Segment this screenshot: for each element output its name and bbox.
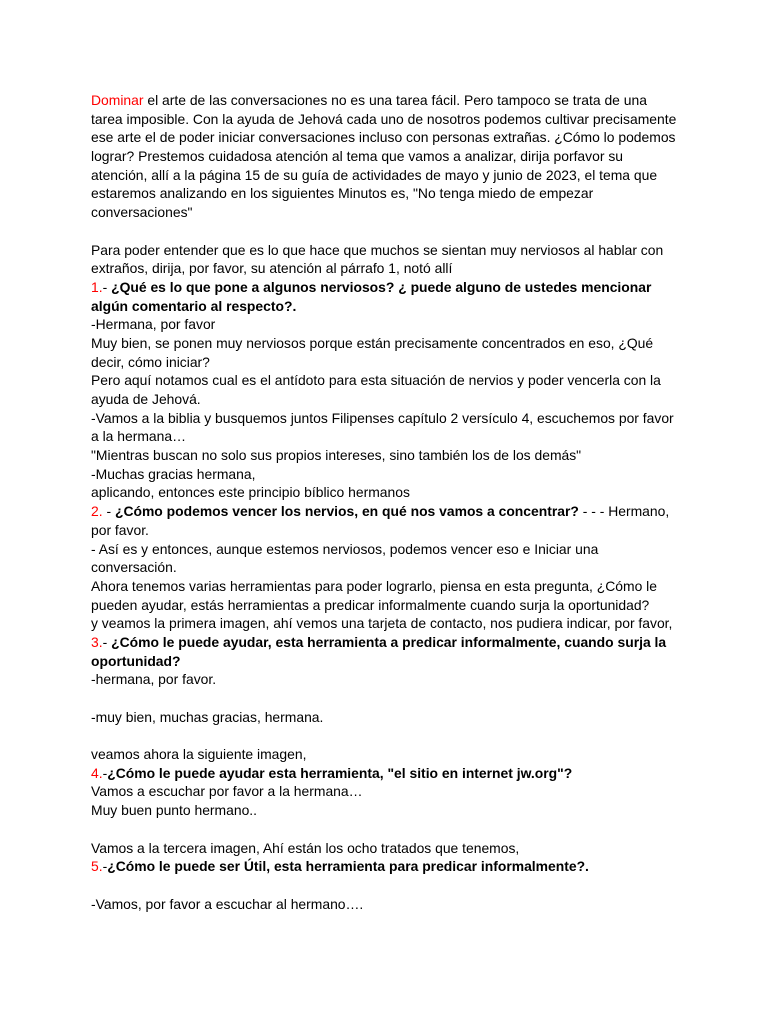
question-3-continued: oportunidad? <box>91 652 181 669</box>
question-text: ¿Qué es lo que pone a algunos nerviosos? ¿ puede alguno de ustedes mencionar <box>111 278 652 295</box>
intro-line: conversaciones" <box>91 204 193 221</box>
question-number: 3. <box>91 633 103 650</box>
body-line: - Así es y entonces, aunque estemos nerviosos, podemos vencer eso e Iniciar una <box>91 540 599 557</box>
question-number: 4. <box>91 764 103 781</box>
body-line: Pero aquí notamos cual es el antídoto para esta situación de nervios y poder vencerla con la <box>91 372 661 389</box>
intro-paragraph <box>91 91 681 222</box>
question-dash: - <box>102 633 112 650</box>
body-line: "Mientras buscan no solo sus propios intereses, sino también los de los demás" <box>91 447 582 464</box>
closing-line: -Vamos, por favor a escuchar al hermano…. <box>91 895 364 912</box>
body-line: pueden ayudar, estás herramientas a predicar informalmente cuando surja la oportunidad? <box>91 596 650 613</box>
question-dash: - <box>102 764 108 781</box>
body-line: -muy bien, muchas gracias, hermana. <box>91 708 324 725</box>
body-line: Ahora tenemos varias herramientas para poder lograrlo, piensa en esta pregunta, ¿Cómo le <box>91 577 657 594</box>
spacer <box>91 726 681 745</box>
question-dash: - <box>102 858 108 875</box>
body-line: a la hermana… <box>91 428 186 445</box>
paragraph-two <box>91 241 681 278</box>
body-line: conversación. <box>91 559 177 576</box>
body-line: decir, cómo iniciar? <box>91 353 210 370</box>
intro-line: ese arte el de poder iniciar conversaciones incluso con personas extrañas. ¿Cómo lo podemos <box>91 129 676 146</box>
body-line: ayuda de Jehová. <box>91 391 201 407</box>
body-line: aplicando, entonces este principio bíblico hermanos <box>91 484 410 501</box>
intro-text: el arte de las conversaciones no es una tarea fácil. Pero tampoco se trata de una <box>143 92 647 108</box>
spacer <box>91 820 681 839</box>
question-text: ¿Cómo le puede ayudar esta herramienta, "el sitio en internet jw.org"? <box>107 764 573 781</box>
question-dash: - <box>102 278 112 295</box>
question-number: 2. <box>91 503 103 520</box>
body-line: y veamos la primera imagen, ahí vemos una tarjeta de contacto, nos pudiera indicar, por favor, <box>91 615 673 632</box>
body-line: veamos ahora la siguiente imagen, <box>91 746 307 763</box>
question-text: ¿Cómo le puede ser Útil, esta herramienta para predicar informalmente?. <box>107 858 589 875</box>
body-line: -Vamos a la biblia y busquemos juntos Filipenses capítulo 2 versículo 4, escuchemos por favor <box>91 409 674 426</box>
question-dash: - <box>102 503 115 520</box>
document-page <box>91 91 681 913</box>
question-4 <box>91 764 681 783</box>
spacer <box>91 689 681 708</box>
question-text: ¿Cómo le puede ayudar, esta herramienta a predicar informalmente, cuando surja la <box>111 633 667 650</box>
spacer <box>91 222 681 241</box>
question-number: 5. <box>91 858 103 875</box>
body-line: -Muchas gracias hermana, <box>91 465 256 482</box>
body-line: Muy buen punto hermano.. <box>91 802 258 819</box>
body-line: Vamos a escuchar por favor a la hermana… <box>91 783 363 800</box>
lead-word: Dominar <box>91 92 144 108</box>
paragraph-line: extraños, dirija, por favor, su atención al párrafo 1, notó allí <box>91 260 453 277</box>
body-line: por favor. <box>91 521 149 538</box>
question-1 <box>91 278 681 297</box>
spacer <box>91 876 681 895</box>
intro-line: estaremos analizando en los siguientes Minutos es, "No tenga miedo de empezar <box>91 185 594 202</box>
body-line: Vamos a la tercera imagen, Ahí están los ocho tratados que tenemos, <box>91 839 520 856</box>
intro-line: tarea imposible. Con la ayuda de Jehová cada uno de nosotros podemos cultivar precisamente <box>91 110 677 127</box>
question-number: 1. <box>91 278 103 295</box>
question-1-continued: algún comentario al respecto?. <box>91 297 297 314</box>
question-tail: - - - Hermano, <box>578 503 670 520</box>
body-line: -Hermana, por favor <box>91 316 216 333</box>
question-2 <box>91 502 681 521</box>
body-line: -hermana, por favor. <box>91 671 217 688</box>
intro-line: lograr? Prestemos cuidadosa atención al tema que vamos a analizar, dirija porfavor su <box>91 148 623 165</box>
question-5 <box>91 857 681 876</box>
intro-line: atención, allí a la página 15 de su guía de actividades de mayo y junio de 2023, el tema que <box>91 166 658 183</box>
intro-line <box>91 91 681 110</box>
body-line: Muy bien, se ponen muy nerviosos porque están precisamente concentrados en eso, ¿Qué <box>91 334 654 351</box>
question-3 <box>91 633 681 652</box>
question-text: ¿Cómo podemos vencer los nervios, en qué nos vamos a concentrar? <box>114 503 579 520</box>
paragraph-line: Para poder entender que es lo que hace que muchos se sientan muy nerviosos al hablar con <box>91 241 664 258</box>
